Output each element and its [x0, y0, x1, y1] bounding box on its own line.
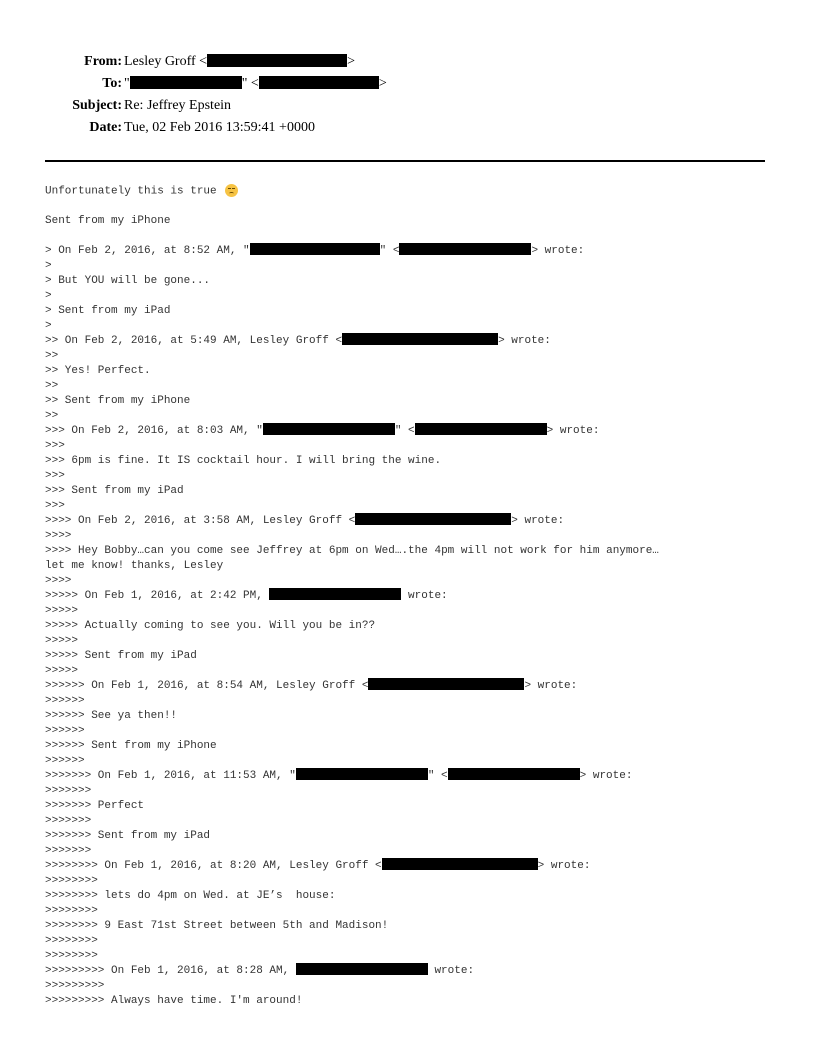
to-quote-open: " [124, 76, 130, 91]
quote-line [45, 679, 577, 693]
redacted-block [296, 768, 428, 780]
quote-text: > wrote: [537, 860, 591, 872]
quote-line: let me know! thanks, Lesley [45, 560, 224, 572]
to-value [124, 75, 387, 93]
quote-line: >>>>>>>> [45, 905, 98, 917]
quote-line: >>>>>> [45, 755, 85, 767]
to-label-cell [0, 75, 122, 93]
quote-line: >>> Sent from my iPad [45, 485, 184, 497]
quote-line: >>> [45, 470, 65, 482]
quote-line: >> [45, 380, 59, 392]
quote-line: >>>>> Sent from my iPad [45, 650, 197, 662]
redacted-block [382, 858, 538, 870]
quote-line: >>>>> [45, 635, 79, 647]
quote-text: wrote: [427, 965, 475, 977]
quote-line [45, 964, 474, 978]
quote-text: > wrote: [524, 680, 578, 692]
redacted-block [448, 768, 580, 780]
to-bracket: > [378, 76, 387, 91]
redacted-block [263, 423, 395, 435]
quote-line: >>>>>>>>> [45, 980, 105, 992]
date-label-cell [0, 119, 122, 137]
date-value: Tue, 02 Feb 2016 13:59:41 +0000 [124, 120, 315, 135]
quote-line: >>>>>> See ya then!! [45, 710, 178, 722]
redacted-block [259, 76, 379, 89]
quote-line: >>>>>>> [45, 815, 92, 827]
body-line [45, 184, 238, 198]
quote-line: >>>> [45, 575, 72, 587]
quote-line: > But YOU will be gone... [45, 275, 211, 287]
subject-label-cell [0, 97, 122, 115]
header-divider [45, 160, 765, 162]
quote-line: >>> 6pm is fine. It IS cocktail hour. I will bring the wine. [45, 455, 442, 467]
redacted-block [399, 243, 531, 255]
quote-text: > wrote: [546, 425, 600, 437]
quote-text: wrote: [401, 590, 448, 602]
quote-line: >>>> [45, 530, 72, 542]
quote-line: >>>>> Actually coming to see you. Will you be in?? [45, 620, 376, 632]
quote-line: >>>>>>>> lets do 4pm on Wed. at JE’s house: [45, 890, 336, 902]
quote-line: > Sent from my iPad [45, 305, 171, 317]
quote-line: >>>>>>> [45, 845, 92, 857]
date-label: Date: [89, 120, 122, 135]
quote-line: >>>>> [45, 665, 79, 677]
redacted-block [368, 678, 524, 690]
quote-line: >>>>>>>> 9 East 71st Street between 5th and Madison! [45, 920, 389, 932]
quote-line: > [45, 320, 52, 332]
from-label-cell [0, 53, 122, 71]
to-label: To: [102, 76, 122, 91]
quote-text: >>> On Feb 2, 2016, at 8:03 AM, " [45, 425, 263, 437]
quote-line: >>>>>>> Sent from my iPad [45, 830, 211, 842]
quote-line: >>>>>>>>> Always have time. I'm around! [45, 995, 303, 1007]
quote-line: >>> [45, 500, 65, 512]
redacted-block [207, 54, 347, 67]
redacted-block [130, 76, 242, 89]
redacted-block [269, 588, 401, 600]
quote-line [45, 589, 448, 603]
quote-text: >>>> On Feb 2, 2016, at 3:58 AM, Lesley Groff < [45, 515, 356, 527]
from-value [124, 53, 355, 71]
quote-line: >> Yes! Perfect. [45, 365, 151, 377]
redacted-block [415, 423, 547, 435]
subject-value: Re: Jeffrey Epstein [124, 98, 232, 113]
quote-line: >>>>>>>> [45, 875, 98, 887]
quote-text: > wrote: [531, 245, 585, 257]
quote-line [45, 514, 564, 528]
quote-line [45, 244, 584, 258]
quote-line: >>>>>>> [45, 785, 92, 797]
from-bracket: > [347, 54, 355, 69]
quote-line [45, 424, 599, 438]
quote-line: >>> [45, 440, 65, 452]
quote-line: >> [45, 350, 59, 362]
quote-line: > [45, 260, 52, 272]
quote-line [45, 859, 590, 873]
redacted-block [355, 513, 511, 525]
quote-text: >>>>>>>> On Feb 1, 2016, at 8:20 AM, Lesley Groff < [45, 860, 382, 872]
quote-line: >>>>> [45, 605, 79, 617]
quote-text: >>>>>>> On Feb 1, 2016, at 11:53 AM, " [45, 770, 296, 782]
quote-line: >>>>>>>> [45, 935, 98, 947]
quote-text: " < [379, 245, 400, 257]
quote-line: > [45, 290, 52, 302]
subject-label: Subject: [72, 98, 122, 113]
quote-line: >> [45, 410, 59, 422]
body-text: Unfortunately this is true [45, 185, 224, 198]
quote-text: " < [427, 770, 448, 782]
quote-line: >>>>>>> Perfect [45, 800, 145, 812]
redacted-block [250, 243, 380, 255]
quote-text: >>>>> On Feb 1, 2016, at 2:42 PM, [45, 590, 270, 602]
quote-text: > wrote: [511, 515, 565, 527]
from-label: From: [84, 54, 122, 69]
quote-text: > wrote: [579, 770, 633, 782]
quote-line: >>>>>> [45, 725, 85, 737]
quote-text: " < [394, 425, 415, 437]
quote-line: >>>>>>>> [45, 950, 98, 962]
redacted-block [342, 333, 498, 345]
quote-line: >>>>>> Sent from my iPhone [45, 740, 217, 752]
body-line: Sent from my iPhone [45, 215, 171, 227]
quote-line: >>>> Hey Bobby…can you come see Jeffrey at 6pm on Wed….the 4pm will not work for him anymore… [45, 545, 659, 557]
quote-text: >>>>>>>>> On Feb 1, 2016, at 8:28 AM, [45, 965, 296, 977]
quote-text: >>>>>> On Feb 1, 2016, at 8:54 AM, Lesley Groff < [45, 680, 369, 692]
to-quote-close: " < [241, 76, 259, 91]
quote-text: > wrote: [498, 335, 551, 347]
from-name: Lesley Groff < [124, 54, 208, 69]
quote-line [45, 769, 632, 783]
disappointed-face-icon [225, 184, 238, 197]
quote-text: > On Feb 2, 2016, at 8:52 AM, " [45, 245, 250, 257]
quote-line: >> Sent from my iPhone [45, 395, 191, 407]
quote-line [45, 334, 551, 348]
quote-text: >> On Feb 2, 2016, at 5:49 AM, Lesley Groff < [45, 335, 343, 347]
redacted-block [296, 963, 428, 975]
quote-line: >>>>>> [45, 695, 85, 707]
